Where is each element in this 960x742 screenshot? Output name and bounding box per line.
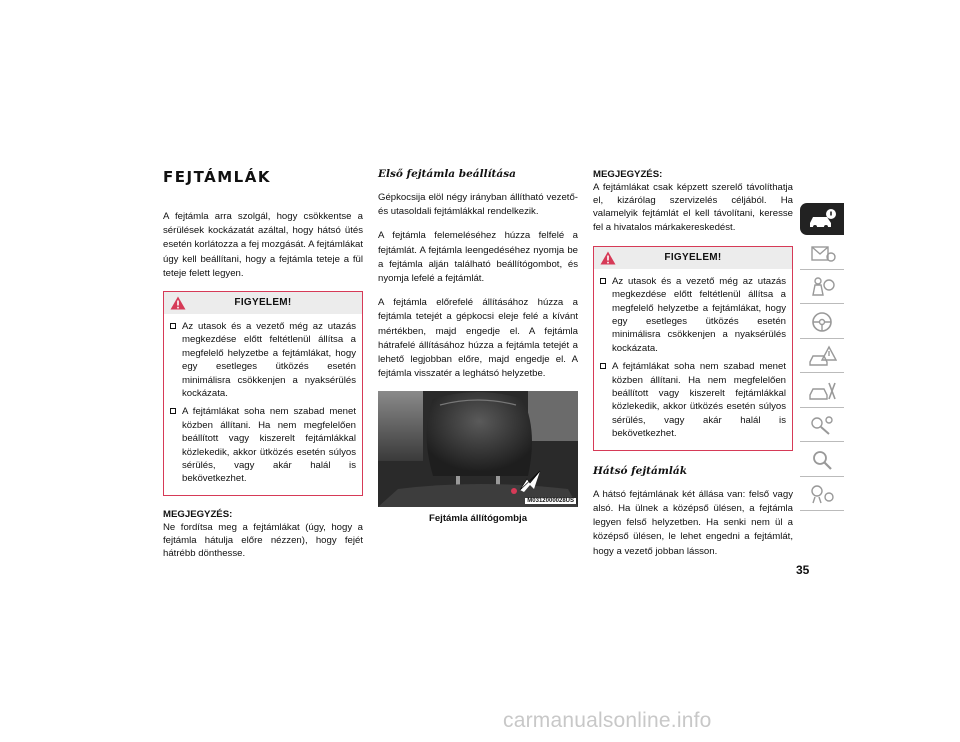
tab-specifications[interactable] bbox=[800, 409, 844, 442]
chapter-tabs bbox=[800, 203, 844, 513]
paragraph: A hátsó fejtámlának két állása van: felső vagy alsó. Ha ülnek a középső ülésen, a fejtámla legyen felső helyzetben. Ha senki nem ül a középső ülésen, le lehet engedni a fejtámlát, hogy a vezető jobban lásson. bbox=[593, 488, 793, 557]
tab-index[interactable] bbox=[800, 444, 844, 477]
bullet-box-icon bbox=[600, 278, 606, 284]
paragraph: A fejtámla előrefelé állításához húzza a fejtámla tetejét a gépkocsi eleje felé a kívánt mértékben, majd engedje el. A fejtámla hátrafelé állításához húzza a fejtámla tetejét a lehető legjobban előre, majd engedje el. A fejtámla visszatér a leghátsó helyzetbe. bbox=[378, 297, 578, 380]
warning-title: FIGYELEM! bbox=[664, 251, 722, 263]
paragraph: Gépkocsija elöl négy irányban állítható vezető- és utasoldali fejtámlákkal rendelkezik. bbox=[378, 192, 578, 218]
tab-car-info[interactable] bbox=[800, 203, 844, 235]
warning-list bbox=[600, 275, 786, 441]
bullet-box-icon bbox=[170, 323, 176, 329]
page-number: 35 bbox=[796, 563, 810, 577]
warning-item: Az utasok és a vezető még az utazás megkezdése előtt feltétlenül állítsa a megfelelő helyzetbe a fejtámlákat, hogy egy esetleges ütközés esetén minimálisra csökkenjen a nyaksérülés kockázata. bbox=[600, 275, 786, 355]
warning-header bbox=[164, 292, 362, 314]
watermark: carmanualsonline.info bbox=[503, 709, 712, 732]
note-block bbox=[163, 508, 363, 561]
language-icon bbox=[807, 482, 837, 506]
warning-header bbox=[594, 247, 792, 269]
tab-languages[interactable] bbox=[800, 478, 844, 511]
subsection-heading: Hátsó fejtámlák bbox=[593, 464, 687, 477]
note-title: MEGJEGYZÉS: bbox=[593, 169, 663, 180]
warning-item: A fejtámlákat soha nem szabad menet közben állítani. Ha nem megfelelően beállított vagy kiszerelt fejtámlákkal közlekedik, akkor ütközés esetén súlyos sérülés, vagy akár halál is bekövetkezhet. bbox=[170, 405, 356, 485]
service-icon bbox=[807, 379, 837, 403]
tab-safety[interactable] bbox=[800, 271, 844, 304]
bullet-box-icon bbox=[600, 363, 606, 369]
tab-driving[interactable] bbox=[800, 306, 844, 339]
warning-box bbox=[593, 246, 793, 451]
tools-icon bbox=[807, 413, 837, 437]
warning-triangle-icon bbox=[170, 296, 186, 310]
subsection-heading: Első fejtámla beállítása bbox=[378, 168, 516, 180]
headrest-illustration bbox=[378, 391, 578, 507]
column-middle bbox=[378, 168, 578, 524]
note-text: Ne fordítsa meg a fejtámlákat (úgy, hogy a fejtámla hátulja előre nézzen), hogy fejét hátrébb dönthesse. bbox=[163, 521, 363, 560]
warning-item: A fejtámlákat soha nem szabad menet közben állítani. Ha nem megfelelően beállított vagy kiszerelt fejtámlákkal közlekedik, akkor ütközés esetén súlyos sérülés, vagy akár halál is bekövetkezhet. bbox=[600, 360, 786, 440]
photo-caption: Fejtámla állítógombja bbox=[428, 513, 528, 525]
warning-car-icon bbox=[807, 344, 837, 368]
column-left bbox=[163, 168, 363, 561]
car-info-icon bbox=[807, 207, 837, 231]
tab-emergency[interactable] bbox=[800, 340, 844, 373]
note-title: MEGJEGYZÉS: bbox=[163, 508, 233, 520]
warning-list bbox=[170, 320, 356, 486]
warning-triangle-icon bbox=[600, 251, 616, 265]
intro-paragraph: A fejtámla arra szolgál, hogy csökkentse a sérülések kockázatát azáltal, hogy hátsó ütés esetén korlátozza a fej mozgását. A fejtámlákat úgy kell beállítani, hogy a fejtámla teteje a fül teteje felett legyen. bbox=[163, 211, 363, 279]
warning-box bbox=[163, 291, 363, 496]
column-right bbox=[593, 168, 793, 569]
image-code: M0312000028US bbox=[527, 498, 574, 505]
warning-item: Az utasok és a vezető még az utazás megkezdése előtt feltétlenül állítsa a megfelelő helyzetbe a fejtámlákat, hogy egy esetleges ütközés esetén minimálisra csökkenjen a nyaksérülés kockázata. bbox=[170, 320, 356, 400]
section-title: FEJTÁMLÁK bbox=[163, 168, 271, 186]
note-text: A fejtámlákat csak képzett szerelő távolíthatja el, kizárólag szervizelés céljából. Ha valamelyik fejtámlát el kell távolítani, keresse fel a hivatalos márkakereskedést. bbox=[593, 182, 793, 233]
message-icon bbox=[807, 241, 837, 265]
tab-messages[interactable] bbox=[800, 237, 844, 270]
paragraph: A fejtámla felemeléséhez húzza felfelé a fejtámlát. A fejtámla leengedéséhez nyomja be a fejtámla alján található beállítógombot, és nyomja lefelé a fejtámlát. bbox=[378, 230, 578, 285]
index-icon bbox=[807, 448, 837, 472]
tab-service[interactable] bbox=[800, 375, 844, 408]
note-block bbox=[593, 168, 793, 234]
warning-title: FIGYELEM! bbox=[234, 297, 292, 309]
bullet-box-icon bbox=[170, 408, 176, 414]
steering-icon bbox=[807, 310, 837, 334]
headrest-photo bbox=[378, 391, 578, 507]
airbag-icon bbox=[807, 275, 837, 299]
